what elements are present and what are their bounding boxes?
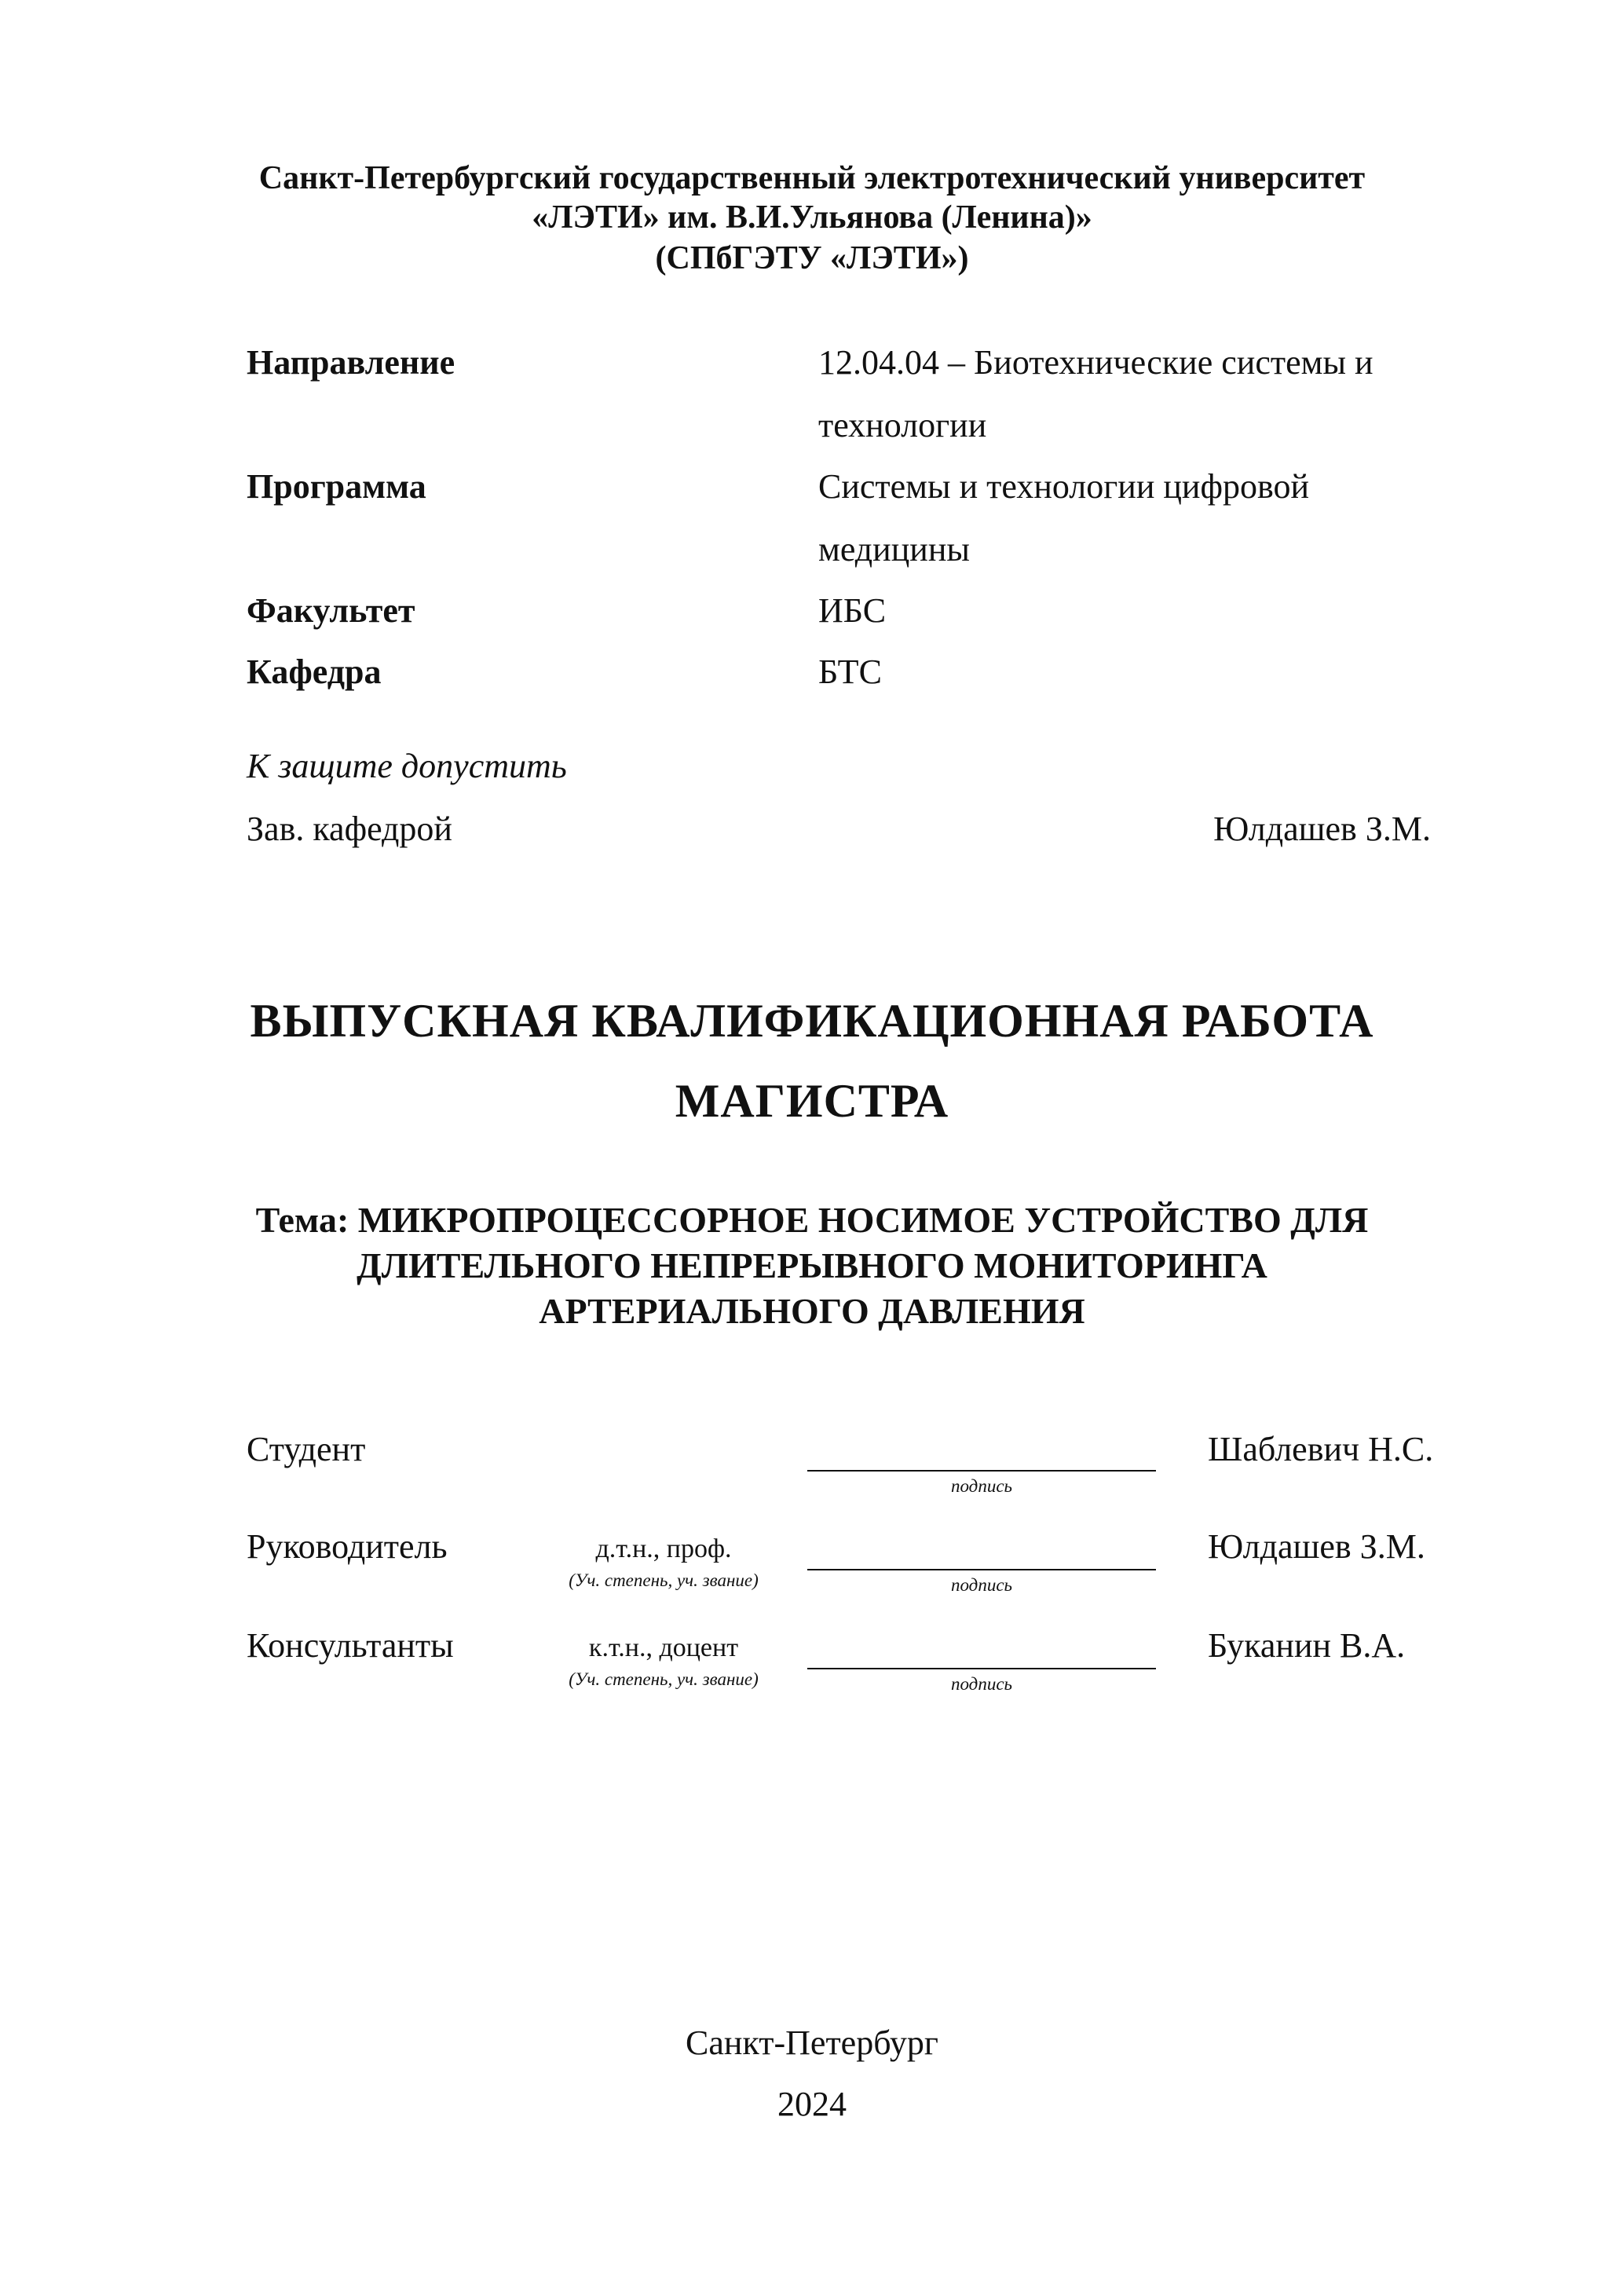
- theme-line1: Тема: МИКРОПРОЦЕССОРНОЕ НОСИМОЕ УСТРОЙСТВО ДЛЯ: [255, 1200, 1369, 1240]
- consultant-degree: к.т.н., доцент: [588, 1633, 739, 1662]
- department-label: Кафедра: [247, 653, 382, 691]
- consultant-signature-line: [807, 1668, 1156, 1669]
- department-value: БТС: [818, 653, 882, 691]
- consultant-degree-hint: (Уч. степень, уч. звание): [569, 1669, 759, 1689]
- faculty-value: ИБС: [818, 591, 887, 630]
- theme-line3: АРТЕРИАЛЬНОГО ДАВЛЕНИЯ: [539, 1291, 1085, 1331]
- student-role: Студент: [247, 1430, 366, 1468]
- footer-city: Санкт-Петербург: [686, 2024, 938, 2062]
- university-abbreviation: (СПбГЭТУ «ЛЭТИ»): [655, 240, 969, 276]
- supervisor-role: Руководитель: [247, 1527, 448, 1566]
- student-name: Шаблевич Н.С.: [1208, 1430, 1434, 1468]
- work-title-line1: ВЫПУСКНАЯ КВАЛИФИКАЦИОННАЯ РАБОТА: [250, 995, 1374, 1047]
- direction-value-line1: 12.04.04 – Биотехнические системы и: [818, 343, 1373, 382]
- consultant-role: Консультанты: [247, 1626, 454, 1665]
- program-value-line2: медицины: [818, 530, 970, 569]
- department-head-label: Зав. кафедрой: [247, 810, 452, 848]
- direction-label: Направление: [247, 343, 455, 382]
- department-head-name: Юлдашев З.М.: [1213, 810, 1431, 848]
- university-name-line1: Санкт-Петербургский государственный электротехнический университет: [258, 160, 1366, 196]
- supervisor-degree-hint: (Уч. степень, уч. звание): [569, 1570, 759, 1590]
- theme-line2: ДЛИТЕЛЬНОГО НЕПРЕРЫВНОГО МОНИТОРИНГА: [357, 1245, 1267, 1285]
- program-label: Программа: [247, 467, 426, 506]
- student-signature-hint: подпись: [950, 1476, 1012, 1496]
- footer-year: 2024: [777, 2085, 847, 2123]
- consultant-signature-hint: подпись: [950, 1674, 1012, 1694]
- university-name-line2: «ЛЭТИ» им. В.И.Ульянова (Ленина)»: [532, 199, 1092, 236]
- program-value-line1: Системы и технологии цифровой: [818, 467, 1310, 506]
- supervisor-degree: д.т.н., проф.: [595, 1534, 732, 1563]
- supervisor-signature-hint: подпись: [950, 1575, 1012, 1595]
- work-title-line2: МАГИСТРА: [675, 1075, 949, 1127]
- consultant-name: Буканин В.А.: [1208, 1626, 1406, 1665]
- supervisor-signature-line: [807, 1569, 1156, 1570]
- direction-value-line2: технологии: [818, 406, 987, 444]
- admission-text: К защите допустить: [247, 747, 567, 785]
- supervisor-name: Юлдашев З.М.: [1208, 1527, 1425, 1566]
- student-signature-line: [807, 1470, 1156, 1472]
- faculty-label: Факультет: [247, 591, 415, 630]
